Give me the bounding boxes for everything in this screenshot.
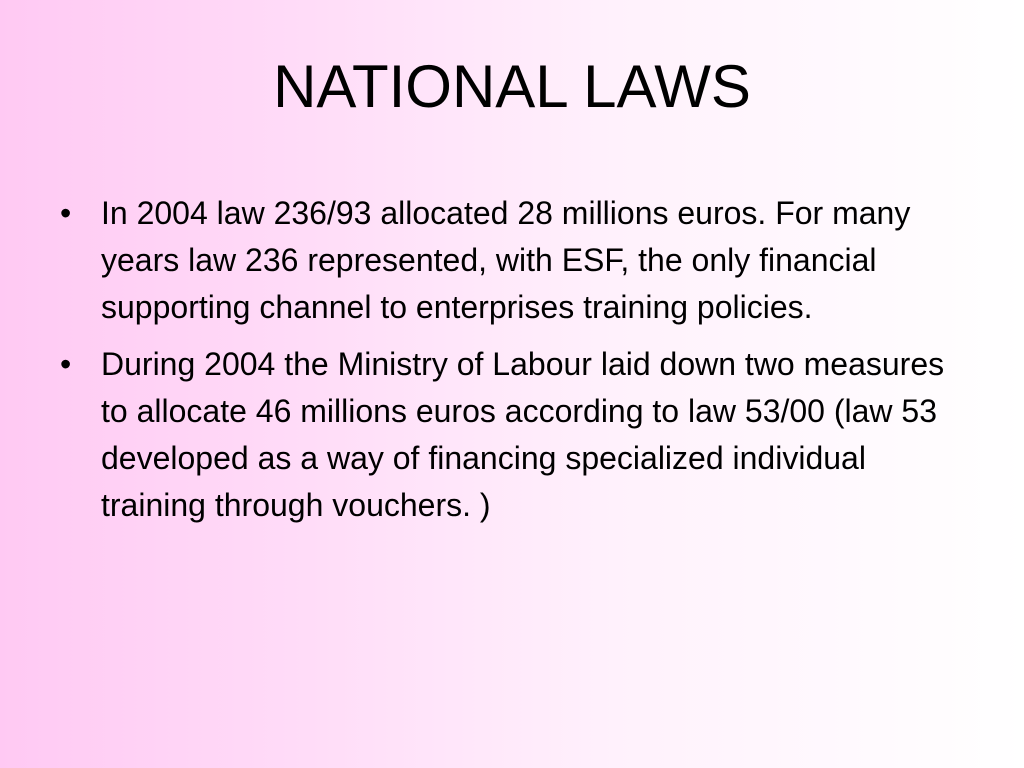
bullet-item — [58, 190, 958, 331]
bullet-text: During 2004 the Ministry of Labour laid down two measures to allocate 46 millions euros according to law 53/00 (law 53 developed as a way of financing specialized individual training through vouchers. ) — [101, 346, 945, 523]
bullet-icon: • — [60, 195, 72, 231]
bullet-list — [58, 190, 958, 539]
slide-title: NATIONAL LAWS — [273, 53, 751, 120]
bullet-text: In 2004 law 236/93 allocated 28 millions euros. For many years law 236 represented, with ESF, the only financial supporting channel to enterprises training policies. — [101, 195, 911, 325]
bullet-item — [58, 341, 958, 529]
bullet-icon: • — [60, 346, 72, 382]
